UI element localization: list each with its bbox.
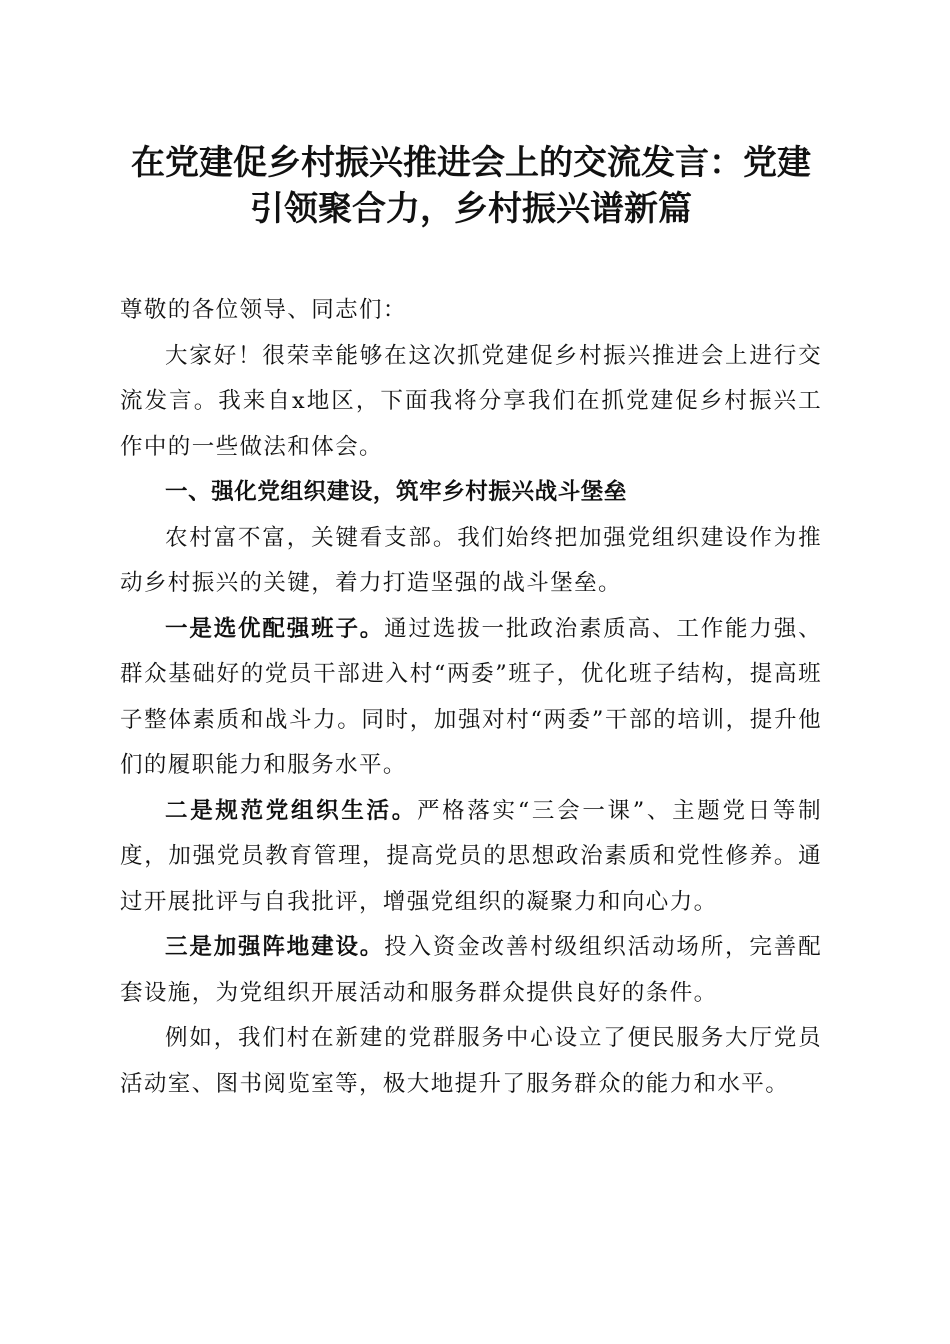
point-2-text: 严格落实“三会一课”、主题党日等制度，加强党员教育管理，提高党员的思想政治素质和党性修养。通过开展批评与自我批评，增强党组织的凝聚力和向心力。 — [120, 797, 822, 915]
salutation: 尊敬的各位领导、同志们： — [120, 297, 407, 323]
point-3-lead: 三是加强阵地建设。 — [165, 934, 385, 960]
point-2-paragraph — [120, 789, 822, 926]
point-1-paragraph — [120, 607, 822, 789]
title-line-1: 在党建促乡村振兴推进会上的交流发言：党建 — [131, 143, 811, 183]
title-line-2: 引领聚合力，乡村振兴谱新篇 — [250, 189, 692, 229]
section-1-intro: 农村富不富，关键看支部。我们始终把加强党组织建设作为推动乡村振兴的关键，着力打造坚强的战斗堡垒。 — [120, 524, 822, 596]
point-3-paragraph — [120, 925, 822, 1016]
section-1-heading: 一、强化党组织建设，筑牢乡村振兴战斗堡垒 — [165, 479, 628, 505]
point-1-lead: 一是选优配强班子。 — [165, 615, 385, 642]
document-title — [110, 140, 832, 232]
point-2-lead: 二是规范党组织生活。 — [165, 797, 417, 824]
point-1-text: 通过选拔一批政治素质高、工作能力强、群众基础好的党员干部进入村“两委”班子，优化班子结构，提高班子整体素质和战斗力。同时，加强对村“两委”干部的培训，提升他们的履职能力和服务水平。 — [120, 615, 822, 778]
example-paragraph: 例如，我们村在新建的党群服务中心设立了便民服务大厅党员活动室、图书阅览室等，极大地提升了服务群众的能力和水平。 — [120, 1025, 822, 1097]
document-body — [120, 288, 822, 1107]
intro-paragraph: 大家好！很荣幸能够在这次抓党建促乡村振兴推进会上进行交流发言。我来自x地区，下面我将分享我们在抓党建促乡村振兴工作中的一些做法和体会。 — [120, 342, 822, 460]
point-3-text: 投入资金改善村级组织活动场所，完善配套设施，为党组织开展活动和服务群众提供良好的条件。 — [120, 934, 822, 1006]
